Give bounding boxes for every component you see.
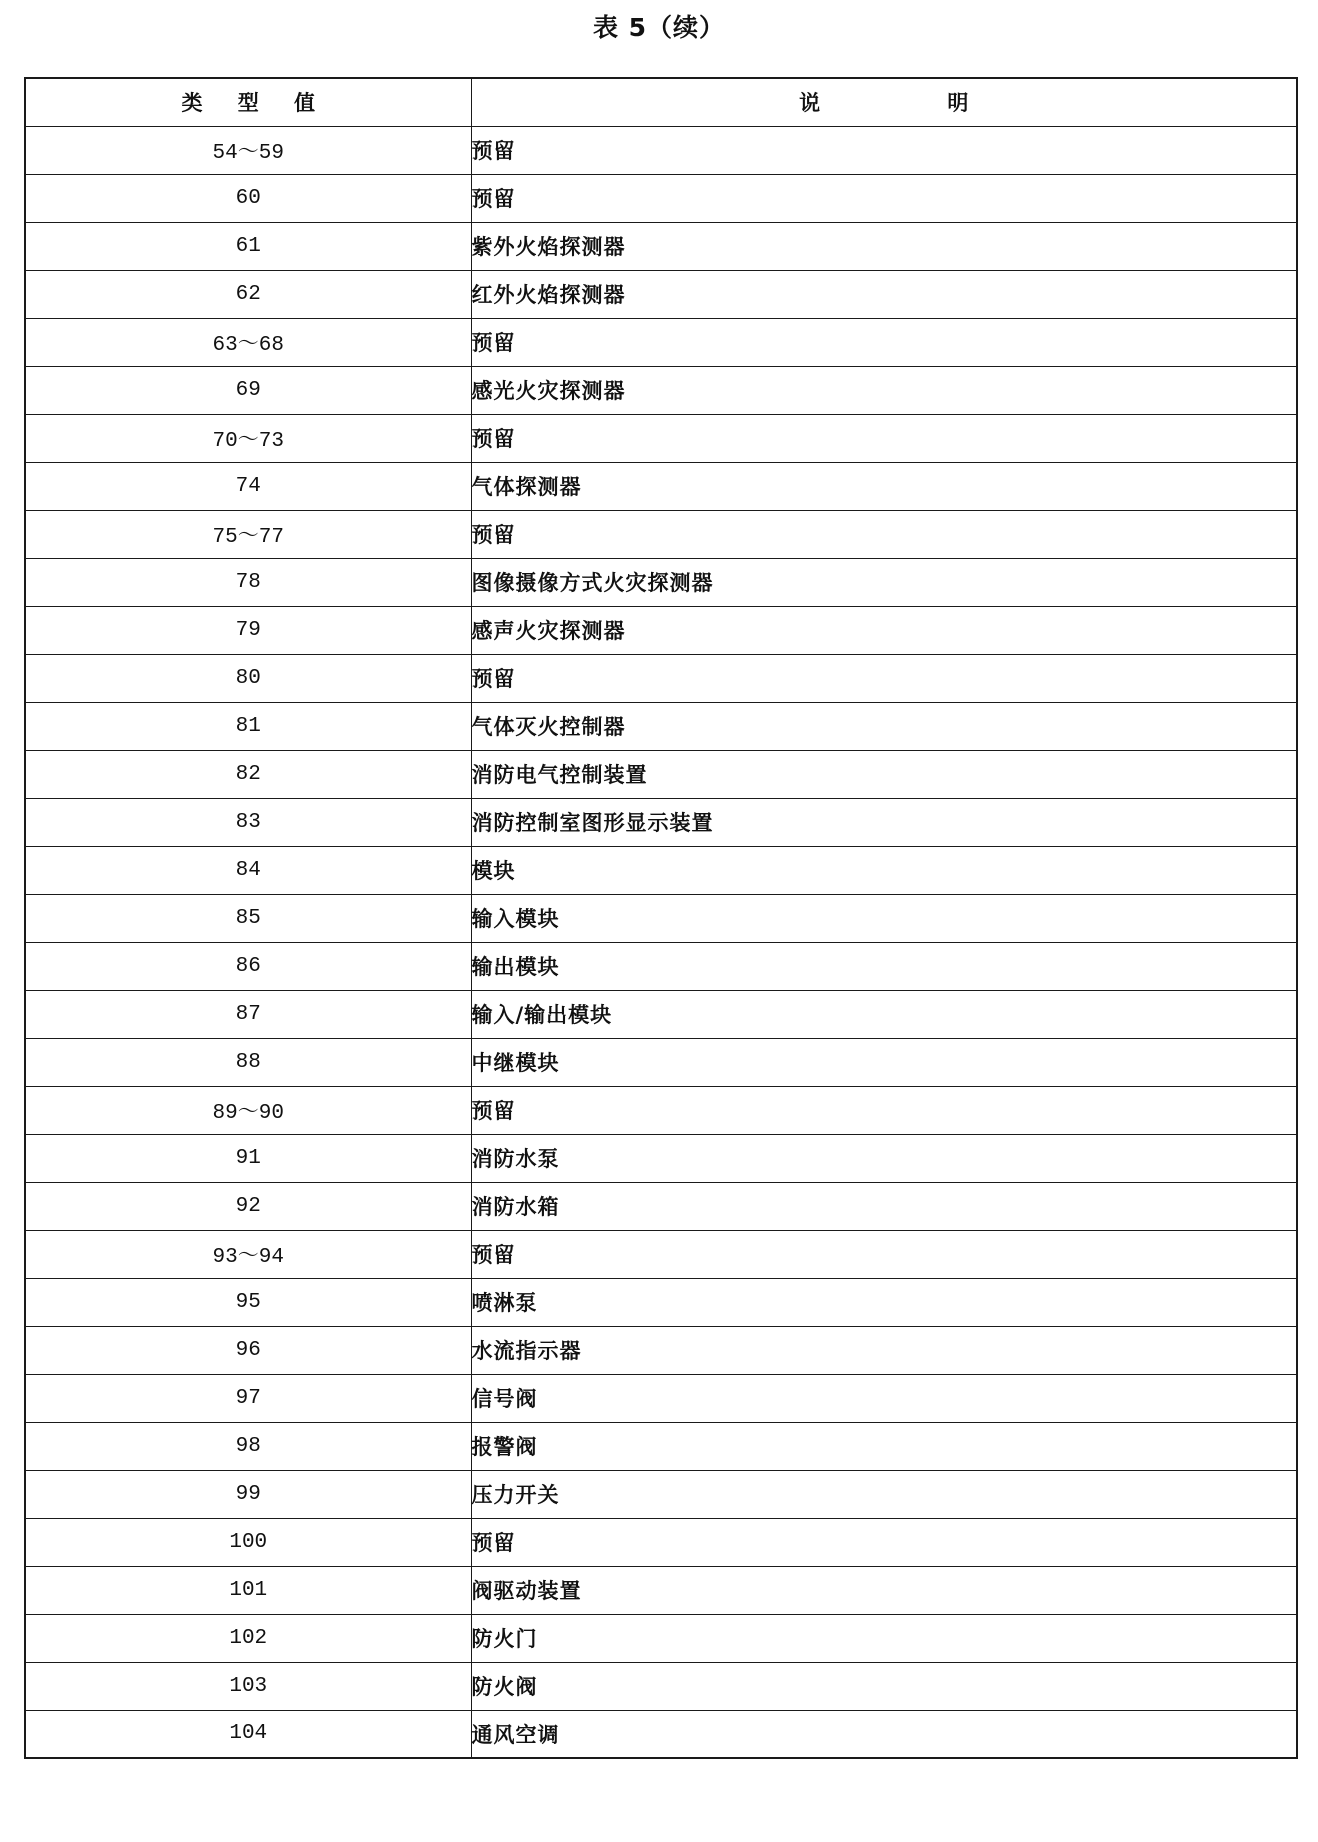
type-value-cell: 63～68 — [25, 318, 471, 366]
description-cell: 感光火灾探测器 — [471, 366, 1297, 414]
type-value-cell: 74 — [25, 462, 471, 510]
type-value-cell: 86 — [25, 942, 471, 990]
table-row — [25, 558, 1297, 606]
type-value-cell: 82 — [25, 750, 471, 798]
type-value-cell: 98 — [25, 1422, 471, 1470]
table-row — [25, 414, 1297, 462]
table-row — [25, 1422, 1297, 1470]
table-row — [25, 1374, 1297, 1422]
table-header-row — [25, 78, 1297, 126]
description-cell: 消防水箱 — [471, 1182, 1297, 1230]
description-cell: 预留 — [471, 510, 1297, 558]
table-row — [25, 1086, 1297, 1134]
type-value-cell: 95 — [25, 1278, 471, 1326]
description-cell: 气体探测器 — [471, 462, 1297, 510]
description-cell: 防火阀 — [471, 1662, 1297, 1710]
type-value-cell: 91 — [25, 1134, 471, 1182]
description-cell: 输出模块 — [471, 942, 1297, 990]
table-row — [25, 510, 1297, 558]
type-value-cell: 97 — [25, 1374, 471, 1422]
description-cell: 水流指示器 — [471, 1326, 1297, 1374]
table-row — [25, 606, 1297, 654]
description-cell: 预留 — [471, 1086, 1297, 1134]
type-value-cell: 81 — [25, 702, 471, 750]
description-cell: 预留 — [471, 126, 1297, 174]
table-row — [25, 654, 1297, 702]
description-cell: 预留 — [471, 414, 1297, 462]
type-value-cell: 89～90 — [25, 1086, 471, 1134]
description-cell: 红外火焰探测器 — [471, 270, 1297, 318]
header-type-value: 类 型 值 — [25, 78, 471, 126]
table-row — [25, 366, 1297, 414]
description-cell: 紫外火焰探测器 — [471, 222, 1297, 270]
description-cell: 信号阀 — [471, 1374, 1297, 1422]
type-value-cell: 79 — [25, 606, 471, 654]
type-value-cell: 104 — [25, 1710, 471, 1758]
table-row — [25, 750, 1297, 798]
description-cell: 中继模块 — [471, 1038, 1297, 1086]
type-value-cell: 61 — [25, 222, 471, 270]
type-value-table — [24, 77, 1298, 1759]
table-row — [25, 1230, 1297, 1278]
type-value-cell: 75～77 — [25, 510, 471, 558]
table-row — [25, 1182, 1297, 1230]
description-cell: 消防控制室图形显示装置 — [471, 798, 1297, 846]
table-row — [25, 318, 1297, 366]
description-cell: 预留 — [471, 318, 1297, 366]
description-cell: 消防水泵 — [471, 1134, 1297, 1182]
header-description: 说 明 — [471, 78, 1297, 126]
table-row — [25, 894, 1297, 942]
table-row — [25, 1470, 1297, 1518]
table-row — [25, 1278, 1297, 1326]
description-cell: 报警阀 — [471, 1422, 1297, 1470]
type-value-cell: 101 — [25, 1566, 471, 1614]
type-value-cell: 54～59 — [25, 126, 471, 174]
type-value-cell: 93～94 — [25, 1230, 471, 1278]
description-cell: 阀驱动装置 — [471, 1566, 1297, 1614]
description-cell: 图像摄像方式火灾探测器 — [471, 558, 1297, 606]
type-value-cell: 69 — [25, 366, 471, 414]
type-value-cell: 102 — [25, 1614, 471, 1662]
description-cell: 喷淋泵 — [471, 1278, 1297, 1326]
table-caption: 表 5（续） — [592, 13, 726, 42]
table-row — [25, 1038, 1297, 1086]
description-cell: 模块 — [471, 846, 1297, 894]
table-row — [25, 702, 1297, 750]
description-cell: 消防电气控制装置 — [471, 750, 1297, 798]
description-cell: 预留 — [471, 1230, 1297, 1278]
description-cell: 通风空调 — [471, 1710, 1297, 1758]
type-value-cell: 60 — [25, 174, 471, 222]
type-value-cell: 100 — [25, 1518, 471, 1566]
table-row — [25, 270, 1297, 318]
table-row — [25, 990, 1297, 1038]
type-value-cell: 85 — [25, 894, 471, 942]
description-cell: 预留 — [471, 1518, 1297, 1566]
description-cell: 预留 — [471, 174, 1297, 222]
type-value-cell: 70～73 — [25, 414, 471, 462]
type-value-cell: 83 — [25, 798, 471, 846]
table-row — [25, 222, 1297, 270]
description-cell: 预留 — [471, 654, 1297, 702]
table-row — [25, 846, 1297, 894]
table-row — [25, 1566, 1297, 1614]
table-row — [25, 1518, 1297, 1566]
table-row — [25, 1614, 1297, 1662]
description-cell: 感声火灾探测器 — [471, 606, 1297, 654]
table-row — [25, 462, 1297, 510]
type-value-cell: 99 — [25, 1470, 471, 1518]
table-row — [25, 1134, 1297, 1182]
description-cell: 压力开关 — [471, 1470, 1297, 1518]
table-row — [25, 126, 1297, 174]
type-value-cell: 87 — [25, 990, 471, 1038]
type-value-cell: 103 — [25, 1662, 471, 1710]
table-row — [25, 942, 1297, 990]
description-cell: 输入/输出模块 — [471, 990, 1297, 1038]
type-value-cell: 62 — [25, 270, 471, 318]
table-row — [25, 1662, 1297, 1710]
table-body — [25, 126, 1297, 1758]
description-cell: 气体灭火控制器 — [471, 702, 1297, 750]
description-cell: 输入模块 — [471, 894, 1297, 942]
description-cell: 防火门 — [471, 1614, 1297, 1662]
type-value-cell: 80 — [25, 654, 471, 702]
table-row — [25, 1326, 1297, 1374]
type-value-cell: 84 — [25, 846, 471, 894]
type-value-cell: 78 — [25, 558, 471, 606]
table-row — [25, 174, 1297, 222]
table-row — [25, 798, 1297, 846]
type-value-cell: 88 — [25, 1038, 471, 1086]
type-value-cell: 96 — [25, 1326, 471, 1374]
table-row — [25, 1710, 1297, 1758]
type-value-cell: 92 — [25, 1182, 471, 1230]
